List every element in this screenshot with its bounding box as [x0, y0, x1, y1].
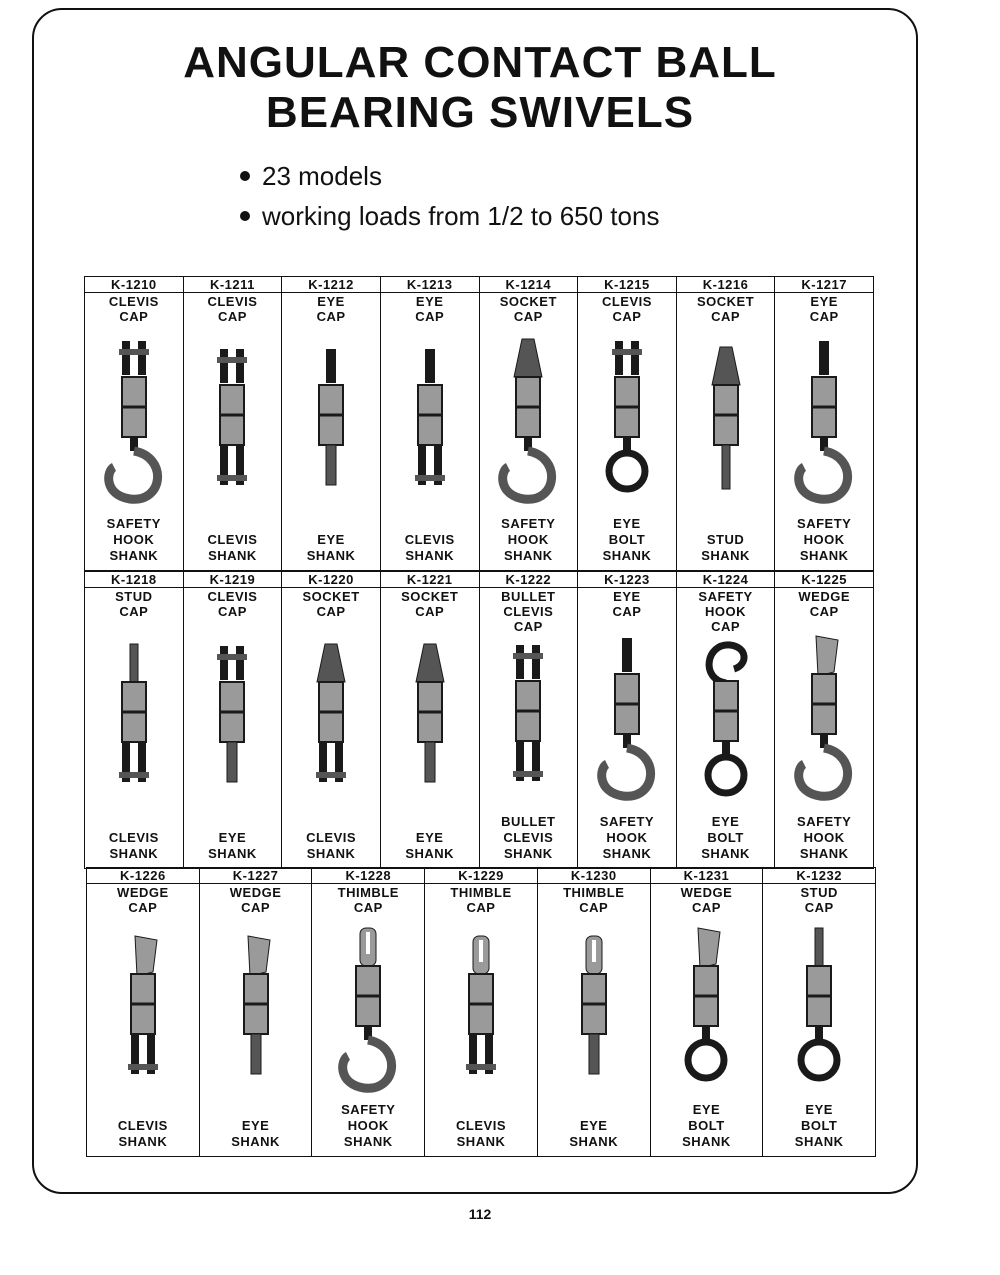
swivel-illustration-icon [192, 619, 272, 830]
title-line-1: ANGULAR CONTACT BALL [183, 38, 777, 87]
shank-type: CLEVIS SHANK [117, 1118, 168, 1149]
cap-type: STUD CAP [800, 885, 838, 915]
cap-type: SOCKET CAP [696, 294, 755, 324]
cap-type: STUD CAP [115, 589, 153, 619]
shank-type: EYE BOLT SHANK [701, 814, 750, 861]
swivel-illustration-icon [94, 324, 174, 516]
model-cell-k-1232 [762, 868, 875, 1156]
swivel-illustration-icon [686, 324, 766, 532]
model-code: K-1217 [775, 277, 873, 293]
model-cell-k-1227 [199, 868, 312, 1156]
cap-type: WEDGE CAP [229, 885, 282, 915]
model-cell-k-1223 [577, 572, 676, 868]
swivel-illustration-icon [784, 324, 864, 516]
swivel-illustration-icon [291, 619, 371, 830]
swivel-illustration-icon [390, 324, 470, 532]
shank-type: EYE SHANK [306, 532, 356, 563]
model-code: K-1218 [85, 572, 183, 588]
model-code: K-1210 [85, 277, 183, 293]
model-cell-k-1213 [380, 277, 479, 570]
swivel-illustration-icon [779, 915, 859, 1102]
cap-type: EYE CAP [612, 589, 642, 619]
shank-type: EYE SHANK [208, 830, 257, 861]
model-code: K-1219 [184, 572, 282, 588]
shank-type: EYE BOLT SHANK [682, 1102, 731, 1149]
model-cell-k-1216 [676, 277, 775, 570]
shank-type: CLEVIS SHANK [456, 1118, 506, 1149]
feature-list [240, 156, 659, 236]
shank-type: STUD SHANK [701, 532, 750, 563]
bullet-icon [240, 211, 250, 221]
swivel-illustration-icon [587, 619, 667, 814]
model-cell-k-1214 [479, 277, 578, 570]
shank-type: SAFETY HOOK SHANK [106, 516, 161, 563]
shank-type: EYE SHANK [405, 830, 455, 861]
model-cell-k-1226 [87, 868, 199, 1156]
cap-type: CLEVIS CAP [601, 294, 652, 324]
model-code: K-1222 [480, 572, 578, 588]
model-code: K-1214 [480, 277, 578, 293]
shank-type: EYE BOLT SHANK [794, 1102, 844, 1149]
shank-type: BULLET CLEVIS SHANK [501, 814, 556, 861]
cap-type: EYE CAP [415, 294, 445, 324]
feature-item: 23 models [240, 156, 659, 196]
cap-type: CLEVIS CAP [207, 589, 258, 619]
cap-type: SOCKET CAP [401, 589, 459, 619]
shank-type: SAFETY HOOK SHANK [599, 814, 655, 861]
model-cell-k-1231 [650, 868, 763, 1156]
shank-type: SAFETY HOOK SHANK [797, 516, 852, 563]
cap-type: CLEVIS CAP [207, 294, 258, 324]
swivel-illustration-icon [192, 324, 272, 532]
bullet-icon [240, 171, 250, 181]
swivel-illustration-icon [488, 324, 568, 516]
page-title [0, 38, 960, 138]
feature-item: working loads from 1/2 to 650 tons [240, 196, 659, 236]
shank-type: EYE BOLT SHANK [602, 516, 652, 563]
shank-type: EYE SHANK [569, 1118, 619, 1149]
model-cell-k-1230 [537, 868, 650, 1156]
model-cell-k-1221 [380, 572, 479, 868]
swivel-illustration-icon [554, 915, 634, 1118]
model-row-1 [84, 276, 874, 571]
model-code: K-1229 [425, 868, 537, 884]
model-cell-k-1211 [183, 277, 282, 570]
swivel-illustration-icon [291, 324, 371, 532]
model-code: K-1223 [578, 572, 676, 588]
cap-type: SAFETY HOOK CAP [698, 589, 753, 634]
cap-type: SOCKET CAP [302, 589, 360, 619]
cap-type: THIMBLE CAP [450, 885, 512, 915]
model-code: K-1220 [282, 572, 380, 588]
model-code: K-1228 [312, 868, 424, 884]
model-row-3 [86, 867, 876, 1157]
swivel-illustration-icon [94, 619, 174, 830]
shank-type: CLEVIS SHANK [306, 830, 357, 861]
model-cell-k-1225 [774, 572, 873, 868]
model-cell-k-1224 [676, 572, 775, 868]
cap-type: WEDGE CAP [798, 589, 850, 619]
shank-type: CLEVIS SHANK [404, 532, 455, 563]
cap-type: CLEVIS CAP [108, 294, 159, 324]
model-cell-k-1228 [311, 868, 424, 1156]
swivel-illustration-icon [216, 915, 296, 1118]
model-cell-k-1229 [424, 868, 537, 1156]
shank-type: SAFETY HOOK SHANK [501, 516, 556, 563]
cap-type: EYE CAP [316, 294, 346, 324]
page-number: 112 [468, 1206, 492, 1222]
model-code: K-1226 [87, 868, 199, 884]
model-cell-k-1218 [85, 572, 183, 868]
model-cell-k-1212 [281, 277, 380, 570]
model-cell-k-1219 [183, 572, 282, 868]
swivel-illustration-icon [103, 915, 183, 1118]
model-code: K-1227 [200, 868, 312, 884]
model-code: K-1213 [381, 277, 479, 293]
cap-type: THIMBLE CAP [563, 885, 625, 915]
cap-type: EYE CAP [809, 294, 839, 324]
shank-type: CLEVIS SHANK [108, 830, 159, 861]
model-code: K-1230 [538, 868, 650, 884]
swivel-illustration-icon [488, 634, 568, 814]
model-code: K-1212 [282, 277, 380, 293]
model-code: K-1232 [763, 868, 875, 884]
model-cell-k-1210 [85, 277, 183, 570]
model-code: K-1211 [184, 277, 282, 293]
cap-type: WEDGE CAP [117, 885, 169, 915]
shank-type: SAFETY HOOK SHANK [341, 1102, 396, 1149]
model-code: K-1216 [677, 277, 775, 293]
model-code: K-1225 [775, 572, 873, 588]
model-code: K-1215 [578, 277, 676, 293]
shank-type: CLEVIS SHANK [207, 532, 258, 563]
model-cell-k-1220 [281, 572, 380, 868]
title-line-2: BEARING SWIVELS [265, 88, 695, 137]
model-cell-k-1217 [774, 277, 873, 570]
shank-type: SAFETY HOOK SHANK [797, 814, 852, 861]
cap-type: BULLET CLEVIS CAP [501, 589, 556, 634]
swivel-illustration-icon [666, 915, 746, 1102]
swivel-illustration-icon [441, 915, 521, 1118]
model-cell-k-1222 [479, 572, 578, 868]
swivel-illustration-icon [587, 324, 667, 516]
cap-type: WEDGE CAP [680, 885, 733, 915]
model-code: K-1224 [677, 572, 775, 588]
swivel-illustration-icon [686, 634, 766, 814]
cap-type: SOCKET CAP [499, 294, 557, 324]
model-code: K-1231 [651, 868, 763, 884]
model-row-2 [84, 571, 874, 869]
swivel-illustration-icon [328, 915, 408, 1102]
shank-type: EYE SHANK [231, 1118, 280, 1149]
model-code: K-1221 [381, 572, 479, 588]
swivel-illustration-icon [784, 619, 864, 814]
cap-type: THIMBLE CAP [337, 885, 399, 915]
model-cell-k-1215 [577, 277, 676, 570]
swivel-illustration-icon [390, 619, 470, 830]
